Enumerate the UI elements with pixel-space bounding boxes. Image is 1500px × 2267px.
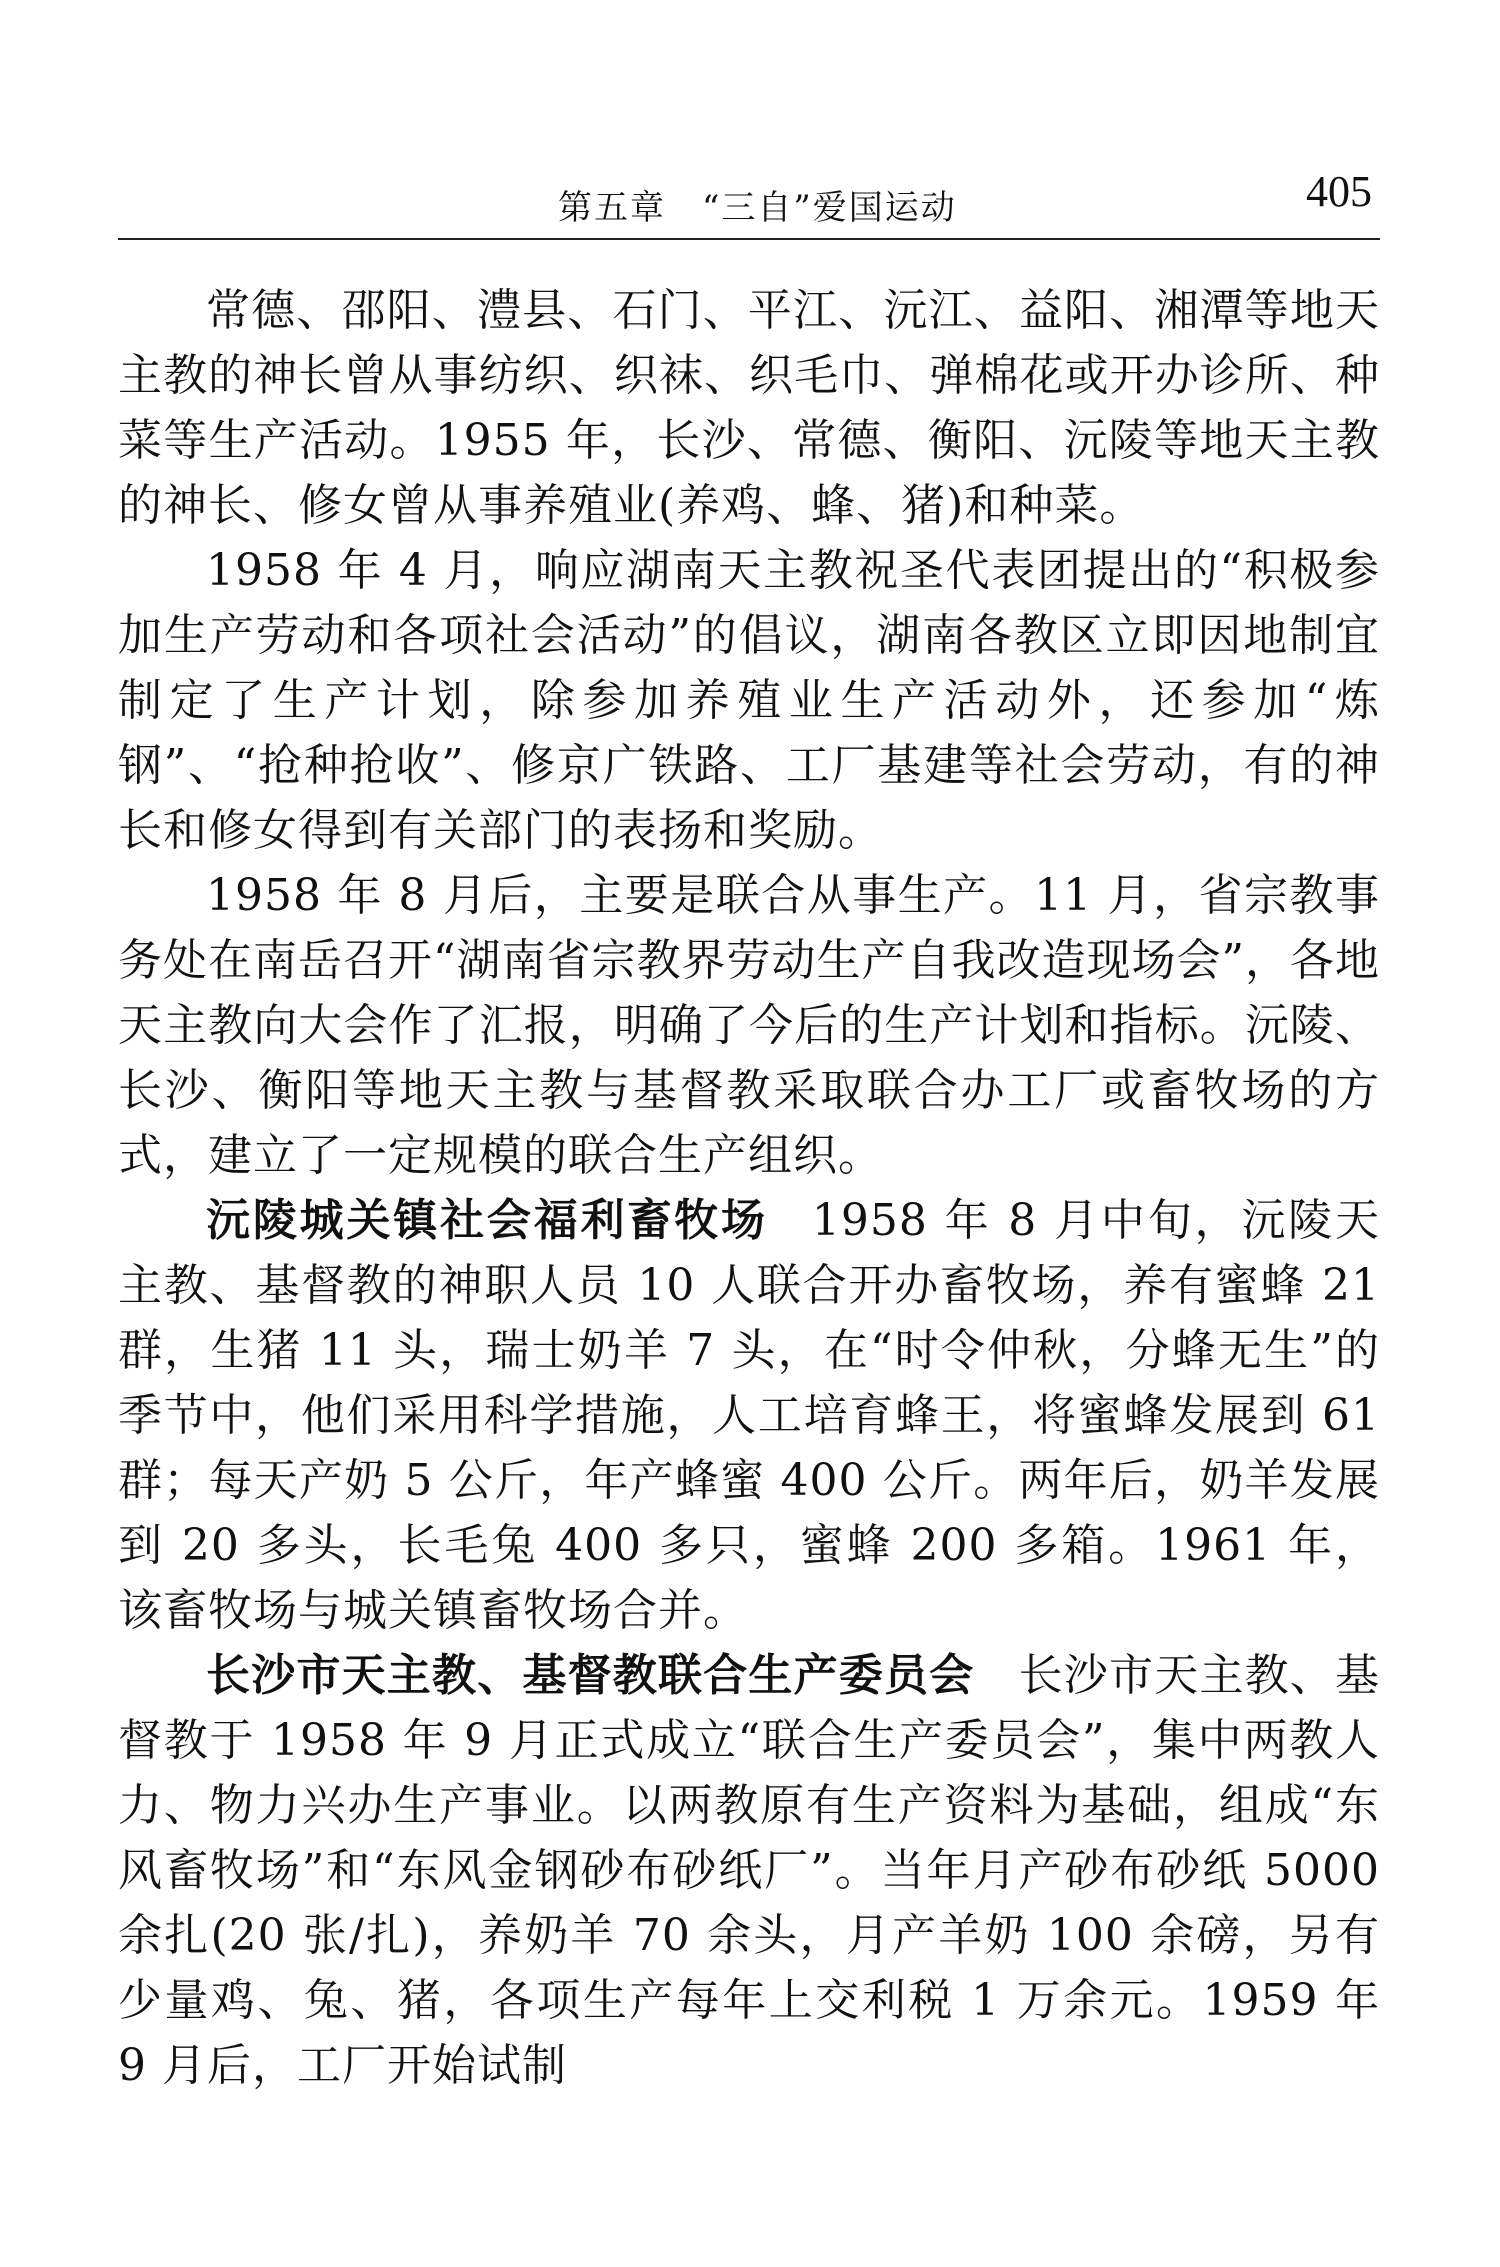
section-heading: 沅陵城关镇社会福利畜牧场	[206, 1195, 768, 1246]
page-number: 405	[1306, 167, 1372, 216]
paragraph-2	[118, 538, 1380, 863]
paragraph-3	[118, 863, 1380, 1188]
paragraph-text: 常德、邵阳、澧县、石门、平江、沅江、益阳、湘潭等地天主教的神长曾从事纺织、织袜、织毛巾、弹棉花或开办诊所、种菜等生产活动。1955 年，长沙、常德、衡阳、沅陵等地天主教的神长、修女曾从事养殖业(养鸡、蜂、猪)和种菜。	[118, 285, 1380, 531]
running-header	[118, 167, 1380, 240]
section-heading: 长沙市天主教、基督教联合生产委员会	[206, 1650, 975, 1701]
paragraph-text: 1958 年 8 月中旬，沅陵天主教、基督教的神职人员 10 人联合开办畜牧场，养有蜜蜂 21 群，生猪 11 头，瑞士奶羊 7 头，在“时令仲秋，分蜂无生”的季节中，他们采用科学措施，人工培育蜂王，将蜜蜂发展到 61 群；每天产奶 5 公斤，年产蜂蜜 400 公斤。两年后，奶羊发展到 20 多头，长毛兔 400 多只，蜜蜂 200 多箱。1961 年，该畜牧场与城关镇畜牧场合并。	[118, 1195, 1380, 1636]
paragraph-text: 1958 年 8 月后，主要是联合从事生产。11 月，省宗教事务处在南岳召开“湖南省宗教界劳动生产自我改造现场会”，各地天主教向大会作了汇报，明确了今后的生产计划和指标。沅陵、长沙、衡阳等地天主教与基督教采取联合办工厂或畜牧场的方式，建立了一定规模的联合生产组织。	[118, 870, 1380, 1181]
paragraph-4	[118, 1188, 1380, 1643]
paragraph-text: 长沙市天主教、基督教于 1958 年 9 月正式成立“联合生产委员会”，集中两教人力、物力兴办生产事业。以两教原有生产资料为基础，组成“东风畜牧场”和“东风金钢砂布砂纸厂”。当年月产砂布砂纸 5000 余扎(20 张/扎)，养奶羊 70 余头，月产羊奶 100 余磅，另有少量鸡、兔、猪，各项生产每年上交利税 1 万余元。1959 年 9 月后，工厂开始试制	[118, 1650, 1381, 2091]
paragraph-text: 1958 年 4 月，响应湖南天主教祝圣代表团提出的“积极参加生产劳动和各项社会活动”的倡议，湖南各教区立即因地制宜制定了生产计划，除参加养殖业生产活动外，还参加“炼钢”、“抢种抢收”、修京广铁路、工厂基建等社会劳动，有的神长和修女得到有关部门的表扬和奖励。	[118, 545, 1380, 856]
body-text	[118, 278, 1380, 2098]
paragraph-1	[118, 278, 1380, 538]
chapter-title: 第五章 “三自”爱国运动	[558, 188, 957, 228]
paragraph-5	[118, 1643, 1380, 2098]
